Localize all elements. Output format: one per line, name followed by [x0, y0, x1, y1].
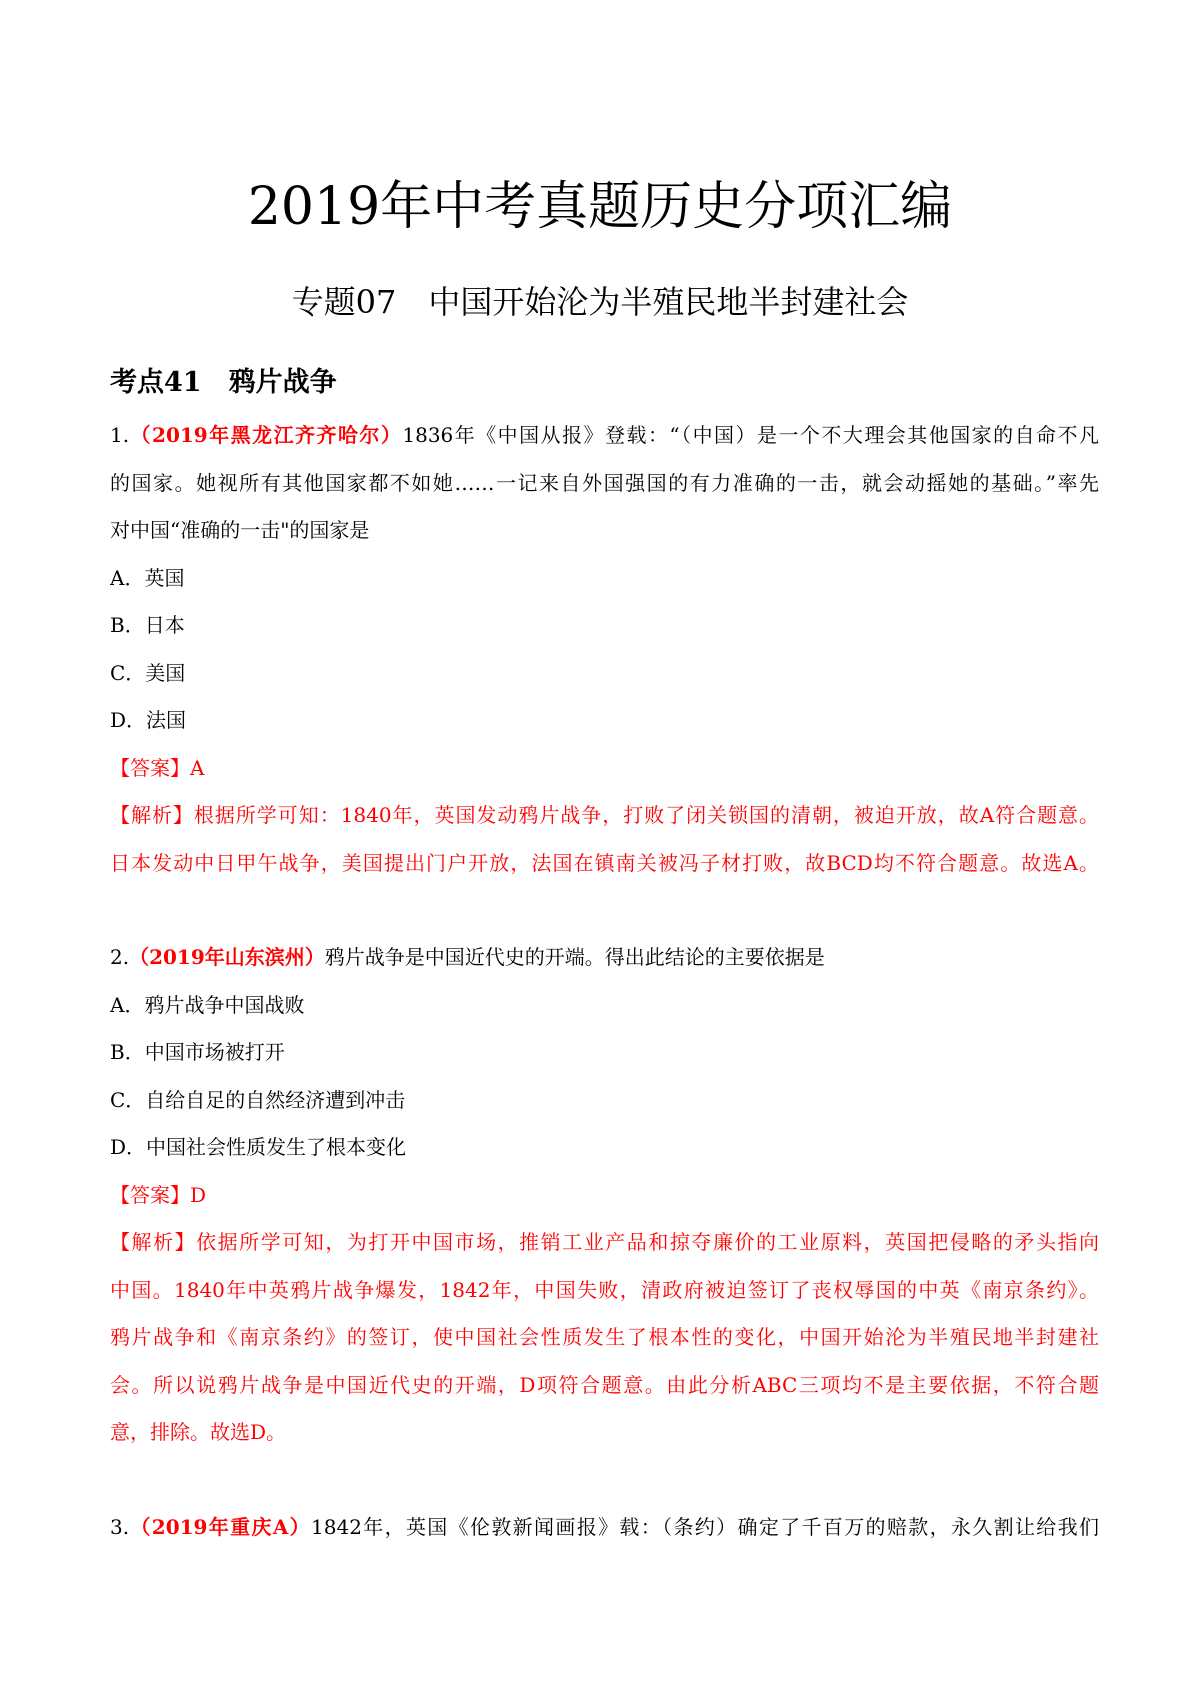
answer — [110, 745, 1099, 793]
analysis-line: 日本发动中日甲午战争，美国提出门户开放，法国在镇南关被冯子材打败，故BCD均不符合题意。故选A。 — [110, 850, 1099, 875]
option-b: B．日本 — [110, 613, 185, 637]
analysis-line: 意，排除。故选D。 — [110, 1420, 287, 1444]
option-b: B．中国市场被打开 — [110, 1040, 285, 1064]
question-source: （2019年黑龙江齐齐哈尔） — [129, 423, 403, 447]
question-3 — [110, 1504, 1099, 1552]
answer-label: 【答案】 — [110, 1182, 190, 1207]
question-stem-line: 的国家。她视所有其他国家都不如她……一记来自外国强国的有力准确的一击，就会动摇她的基础。”率先 — [110, 470, 1099, 495]
option-c: C．美国 — [110, 660, 186, 685]
question-source: （2019年重庆A） — [129, 1515, 312, 1539]
analysis-line — [110, 792, 1099, 840]
question-stem-line: 对中国“准确的一击"的国家是 — [110, 518, 370, 542]
analysis-text: 依据所学可知，为打开中国市场，推销工业产品和掠夺廉价的工业原料，英国把侵略的矛头指向 — [196, 1230, 1099, 1254]
analysis-label: 【解析】 — [110, 1230, 197, 1254]
stem-text: 鸦片战争是中国近代史的开端。得出此结论的主要依据是 — [324, 945, 825, 969]
option-a: A．英国 — [110, 565, 185, 590]
question-stem-line — [110, 934, 1099, 982]
option-c: C．自给自足的自然经济遭到冲击 — [110, 1087, 406, 1112]
question-number: 1. — [110, 423, 130, 447]
answer-label: 【答案】 — [110, 755, 190, 780]
analysis-label: 【解析】 — [110, 803, 194, 827]
question-stem-line — [110, 1504, 1099, 1552]
stem-text: 1842年，英国《伦敦新闻画报》载：（条约）确定了千百万的赔款，永久割让给我们 — [311, 1515, 1099, 1539]
question-stem-line — [110, 412, 1099, 460]
analysis-line: 中国。1840年中英鸦片战争爆发，1842年，中国失败，清政府被迫签订了丧权辱国的中英《南京条约》。 — [110, 1277, 1099, 1302]
option-d: D．中国社会性质发生了根本变化 — [110, 1135, 407, 1159]
document-title: 2019年中考真题历史分项汇编 — [247, 177, 953, 237]
question-number: 3. — [110, 1515, 130, 1539]
answer — [110, 1172, 1099, 1220]
analysis-line: 鸦片战争和《南京条约》的签订，使中国社会性质发生了根本性的变化，中国开始沦为半殖民地半封建社 — [110, 1325, 1099, 1349]
answer-value: A — [190, 755, 205, 780]
analysis-text: 根据所学可知：1840年，英国发动鸦片战争，打败了闭关锁国的清朝，被迫开放，故A符合题意。 — [193, 803, 1099, 827]
question-1 — [110, 412, 1099, 887]
document-subtitle: 专题07 中国开始沦为半殖民地半封建社会 — [291, 283, 909, 321]
question-source: （2019年山东滨州） — [129, 945, 325, 969]
analysis-line — [110, 1219, 1099, 1267]
option-a: A．鸦片战争中国战败 — [110, 992, 305, 1017]
analysis-line: 会。所以说鸦片战争是中国近代史的开端，D项符合题意。由此分析ABC三项均不是主要依据，不符合题 — [110, 1372, 1099, 1397]
question-number: 2. — [110, 945, 130, 969]
option-d: D．法国 — [110, 708, 187, 732]
answer-value: D — [190, 1182, 207, 1207]
question-2 — [110, 934, 1099, 1457]
section-heading: 考点41 鸦片战争 — [110, 367, 337, 398]
stem-text: 1836年《中国从报》登载：“（中国）是一个不大理会其他国家的自命不凡 — [402, 423, 1099, 447]
